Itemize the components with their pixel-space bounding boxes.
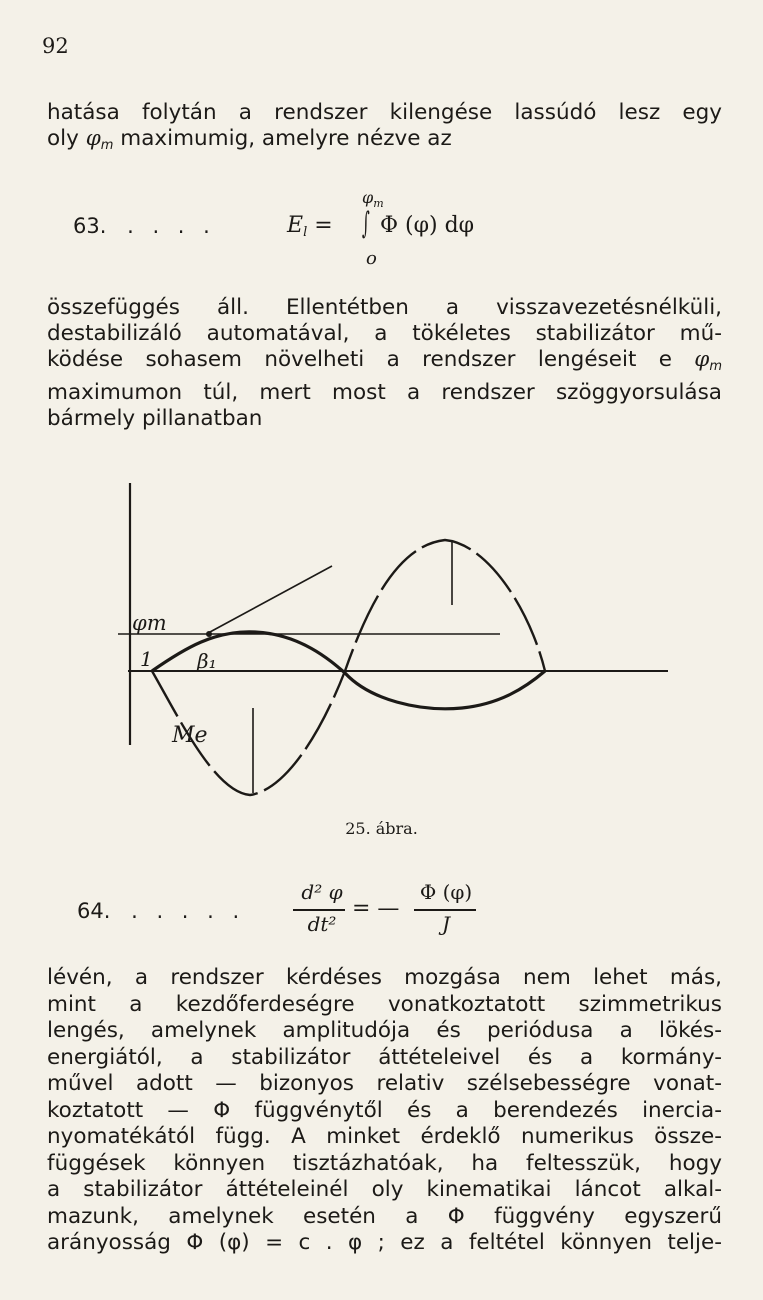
text-line: a stabilizátor áttételeinél oly kinematikai láncot alkal-: [47, 1177, 722, 1202]
text-line: energiától, a stabilizátor áttételeivel és a kormány-: [47, 1044, 722, 1070]
text-line: arányosság Φ (φ) = c . φ ; ez a feltétel könnyen telje-: [47, 1230, 722, 1255]
tangent-line: [210, 566, 332, 632]
fraction-right-denominator: J: [441, 912, 451, 936]
text-line: bármely pillanatban: [47, 406, 263, 431]
equation-64-number: 64. . . . . .: [77, 899, 246, 923]
text-line: hatása folytán a rendszer kilengése lassúdó lesz egy: [47, 100, 722, 125]
label-1: 1: [140, 647, 153, 671]
text-line: függések könnyen tisztázhatóak, ha feltesszük, hogy: [47, 1150, 722, 1176]
paragraph-motion: [47, 965, 722, 1257]
text-line: lengés, amelynek amplitudója és periódusa a lökés-: [47, 1018, 722, 1043]
integrand: Φ (φ) dφ: [380, 213, 475, 238]
text-line: maximumon túl, mert most a rendszer szöggyorsulása: [47, 380, 722, 405]
equals-minus: = —: [352, 896, 400, 921]
text-line: lévén, a rendszer kérdéses mozgása nem lehet más,: [47, 965, 722, 990]
page-number: 92: [42, 34, 69, 58]
fraction-left-denominator: dt²: [307, 912, 337, 936]
equation-63-number: 63. . . . .: [73, 214, 216, 238]
integral-sign: ∫: [361, 206, 370, 241]
text-line: nyomatékától függ. A minket érdeklő numerikus össze-: [47, 1124, 722, 1149]
phi-symbol: φ: [85, 126, 101, 151]
text-line: összefüggés áll. Ellentétben a visszavezetésnélküli,: [47, 295, 722, 320]
figure-caption: 25. ábra.: [345, 819, 418, 838]
integral-upper-limit: $\varphi_m$: [362, 188, 384, 210]
label-beta: β₁: [197, 649, 217, 673]
text-line: destabilizáló automatával, a tökéletes stabilizátor mű-: [47, 321, 722, 346]
label-me: Me: [172, 723, 208, 748]
equation-63: El =: [287, 213, 333, 240]
fraction-left-numerator: d² φ: [301, 880, 343, 904]
text-line: koztatott — Φ függvénytől és a berendezés inercia-: [47, 1097, 722, 1123]
text-line: ködése sohasem növelheti a rendszer lengéseit e φm: [47, 347, 722, 374]
label-phi-m: φm: [132, 611, 167, 635]
fraction-right-numerator: Φ (φ): [419, 880, 473, 904]
tangent-point: [206, 631, 212, 637]
text-line: művel adott — bizonyos relativ szélsebességre vonat-: [47, 1071, 722, 1096]
text-line: mint a kezdőferdeségre vonatkoztatott szimmetrikus: [47, 991, 722, 1017]
fraction-right-bar: [414, 909, 476, 911]
integral-lower-limit: o: [366, 248, 377, 269]
text-line: oly φm maximumig, amelyre nézve az: [47, 126, 452, 153]
fraction-left-bar: [293, 909, 345, 911]
text-line: mazunk, amelynek esetén a Φ függvény egyszerű: [47, 1203, 722, 1229]
